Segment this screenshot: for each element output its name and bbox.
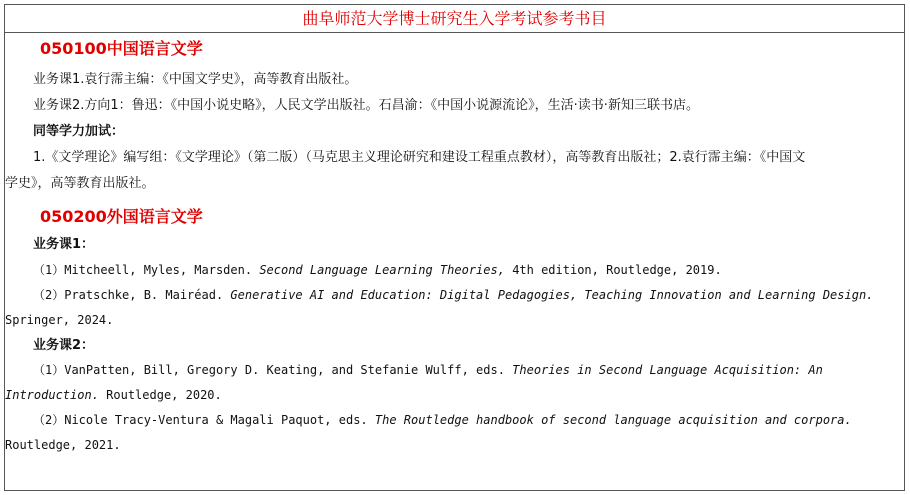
reference-4 [33, 412, 852, 429]
document-table [4, 4, 905, 491]
reference-3 [33, 362, 823, 379]
course-1-label: 业务课1： [33, 237, 95, 252]
reference-4-title: The Routledge handbook of second language acquisition and corpora. [374, 413, 852, 427]
extra-exam-text-line2: 学史》，高等教育出版社。 [5, 176, 155, 191]
reference-3-publisher: Routledge, 2020. [106, 388, 222, 402]
section-heading-foreign: 050200外国语言文学 [40, 207, 203, 226]
reference-3-line2 [5, 387, 222, 404]
reference-1-authors: （1）Mitcheell, Myles, Marsden. [33, 263, 253, 277]
reference-1-title: Second Language Learning Theories, [259, 263, 505, 277]
extra-exam-text-line1: 1.《文学理论》编写组：《文学理论》（第二版）（马克思主义理论研究和建设工程重点教材），高等教育出版社；2.袁行霈主编：《中国文 [33, 150, 806, 165]
section-heading-chinese: 050100中国语言文学 [40, 39, 203, 58]
reference-3-title: Theories in Second Language Acquisition: An [512, 363, 823, 377]
reference-1 [33, 262, 722, 279]
reference-4-authors: （2）Nicole Tracy-Ventura & Magali Paquot, eds. [33, 413, 368, 427]
reference-2-publisher: Springer, 2024. [5, 313, 114, 327]
reference-2-title: Generative AI and Education: Digital Pedagogies, Teaching Innovation and Learning Design. [230, 288, 874, 302]
reference-2 [33, 287, 873, 304]
course-2-text: 业务课2.方向1：鲁迅：《中国小说史略》，人民文学出版社。石昌渝：《中国小说源流论》，生活·读书·新知三联书店。 [33, 98, 699, 113]
page-title: 曲阜师范大学博士研究生入学考试参考书目 [302, 9, 607, 28]
course-2-label: 业务课2： [33, 338, 95, 353]
extra-exam-label: 同等学力加试： [33, 124, 125, 139]
reference-2-authors: （2）Pratschke, B. Mairéad. [33, 288, 224, 302]
reference-4-publisher: Routledge, 2021. [5, 438, 121, 452]
reference-1-publisher: 4th edition, Routledge, 2019. [512, 263, 722, 277]
content-cell [5, 33, 905, 491]
course-1-text: 业务课1.袁行霈主编：《中国文学史》，高等教育出版社。 [33, 72, 358, 87]
title-row [5, 5, 904, 33]
reference-3-title-end: Introduction. [5, 388, 99, 402]
reference-3-authors: （1）VanPatten, Bill, Gregory D. Keating, and Stefanie Wulff, eds. [33, 363, 505, 377]
